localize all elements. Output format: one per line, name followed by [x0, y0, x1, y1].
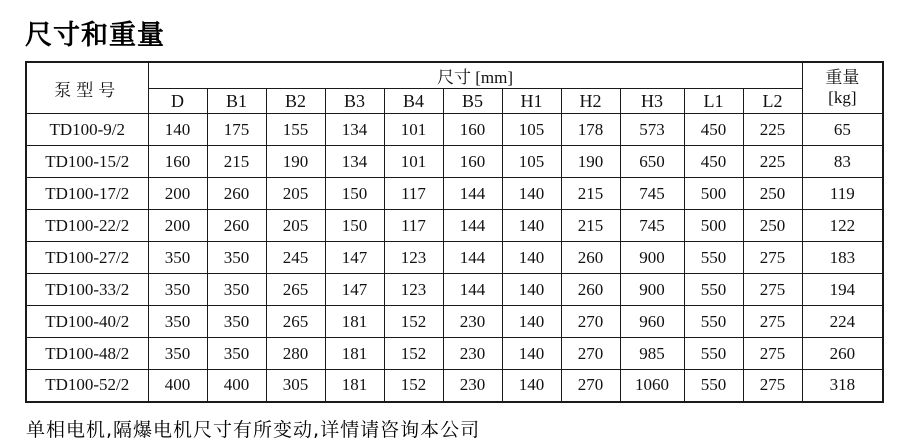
dimension-cell: 140: [502, 210, 561, 242]
dimension-cell: 147: [325, 242, 384, 274]
dimension-cell: 147: [325, 274, 384, 306]
weight-cell: 119: [802, 178, 883, 210]
column-header-b4: B4: [384, 89, 443, 114]
pump-model-cell: TD100-22/2: [26, 210, 148, 242]
dimension-cell: 123: [384, 274, 443, 306]
table-body: [26, 114, 883, 402]
weight-cell: 83: [802, 146, 883, 178]
weight-cell: 224: [802, 306, 883, 338]
dimension-cell: 350: [148, 242, 207, 274]
dimension-cell: 230: [443, 338, 502, 370]
dimension-cell: 205: [266, 210, 325, 242]
dimension-cell: 745: [620, 178, 684, 210]
dimension-cell: 152: [384, 306, 443, 338]
dimension-cell: 550: [684, 242, 743, 274]
dimension-cell: 550: [684, 306, 743, 338]
weight-cell: 318: [802, 370, 883, 402]
dimension-cell: 105: [502, 114, 561, 146]
dimension-cell: 450: [684, 114, 743, 146]
dimension-cell: 160: [443, 114, 502, 146]
dimension-cell: 215: [207, 146, 266, 178]
dimension-cell: 200: [148, 178, 207, 210]
weight-header: [802, 62, 883, 114]
dimension-cell: 144: [443, 210, 502, 242]
dimension-cell: 225: [743, 146, 802, 178]
weight-header-line1: 重量: [825, 68, 860, 88]
dimension-cell: 265: [266, 306, 325, 338]
dimension-cell: 140: [502, 242, 561, 274]
dimension-cell: 350: [207, 242, 266, 274]
dimension-cell: 123: [384, 242, 443, 274]
dimension-cell: 225: [743, 114, 802, 146]
dimension-cell: 400: [207, 370, 266, 402]
dimension-cell: 1060: [620, 370, 684, 402]
weight-cell: 122: [802, 210, 883, 242]
dimensions-weight-table: [25, 61, 884, 403]
dimension-cell: 150: [325, 178, 384, 210]
header-columns-row: [26, 89, 883, 114]
dimension-cell: 155: [266, 114, 325, 146]
dimension-cell: 985: [620, 338, 684, 370]
dimension-cell: 230: [443, 370, 502, 402]
dimension-cell: 350: [207, 274, 266, 306]
dimensions-group-header: 尺寸 [mm]: [148, 62, 802, 89]
dimension-cell: 550: [684, 370, 743, 402]
dimension-cell: 250: [743, 178, 802, 210]
dimension-cell: 200: [148, 210, 207, 242]
pump-model-cell: TD100-17/2: [26, 178, 148, 210]
dimension-cell: 500: [684, 178, 743, 210]
table-row: [26, 306, 883, 338]
dimension-cell: 105: [502, 146, 561, 178]
dimension-cell: 160: [148, 146, 207, 178]
column-header-b5: B5: [443, 89, 502, 114]
dimension-cell: 573: [620, 114, 684, 146]
dimension-cell: 181: [325, 370, 384, 402]
dimension-cell: 134: [325, 114, 384, 146]
table-header: [26, 62, 883, 114]
dimension-cell: 260: [207, 210, 266, 242]
dimension-cell: 117: [384, 178, 443, 210]
dimension-cell: 117: [384, 210, 443, 242]
dimension-cell: 305: [266, 370, 325, 402]
dimension-cell: 745: [620, 210, 684, 242]
pump-model-cell: TD100-9/2: [26, 114, 148, 146]
weight-cell: 65: [802, 114, 883, 146]
table-row: [26, 242, 883, 274]
dimension-cell: 140: [502, 274, 561, 306]
dimension-cell: 230: [443, 306, 502, 338]
dimension-cell: 900: [620, 242, 684, 274]
dimension-cell: 400: [148, 370, 207, 402]
column-header-h3: H3: [620, 89, 684, 114]
dimension-cell: 140: [502, 338, 561, 370]
pump-model-cell: TD100-40/2: [26, 306, 148, 338]
dimension-cell: 265: [266, 274, 325, 306]
weight-cell: 260: [802, 338, 883, 370]
weight-header-line2: [kg]: [828, 88, 857, 107]
dimension-cell: 181: [325, 306, 384, 338]
dimension-cell: 140: [502, 178, 561, 210]
column-header-d: D: [148, 89, 207, 114]
column-header-h2: H2: [561, 89, 620, 114]
dimension-cell: 152: [384, 338, 443, 370]
footnote: 单相电机,隔爆电机尺寸有所变动,详情请咨询本公司: [26, 418, 481, 441]
dimension-cell: 260: [561, 242, 620, 274]
dimension-cell: 178: [561, 114, 620, 146]
pump-model-cell: TD100-48/2: [26, 338, 148, 370]
table-row: [26, 338, 883, 370]
dimension-cell: 450: [684, 146, 743, 178]
dimension-cell: 175: [207, 114, 266, 146]
dimension-cell: 960: [620, 306, 684, 338]
weight-cell: 183: [802, 242, 883, 274]
dimension-cell: 260: [561, 274, 620, 306]
dimension-cell: 350: [148, 306, 207, 338]
dimension-cell: 270: [561, 338, 620, 370]
dimension-cell: 275: [743, 370, 802, 402]
pump-model-cell: TD100-52/2: [26, 370, 148, 402]
dimension-cell: 144: [443, 274, 502, 306]
dimension-cell: 275: [743, 274, 802, 306]
dimension-cell: 144: [443, 242, 502, 274]
dimension-cell: 275: [743, 242, 802, 274]
dimension-cell: 101: [384, 146, 443, 178]
column-header-b1: B1: [207, 89, 266, 114]
column-header-b3: B3: [325, 89, 384, 114]
table-row: [26, 370, 883, 402]
dimension-cell: 101: [384, 114, 443, 146]
dimension-cell: 275: [743, 338, 802, 370]
dimension-cell: 350: [148, 338, 207, 370]
dimension-cell: 160: [443, 146, 502, 178]
dimension-cell: 181: [325, 338, 384, 370]
dimension-cell: 260: [207, 178, 266, 210]
pump-model-cell: TD100-15/2: [26, 146, 148, 178]
dimension-cell: 190: [266, 146, 325, 178]
column-header-l2: L2: [743, 89, 802, 114]
dimension-cell: 350: [207, 306, 266, 338]
dimension-cell: 350: [207, 338, 266, 370]
dimension-cell: 270: [561, 370, 620, 402]
dimension-cell: 150: [325, 210, 384, 242]
dimension-cell: 500: [684, 210, 743, 242]
dimension-cell: 900: [620, 274, 684, 306]
dimension-cell: 144: [443, 178, 502, 210]
table-row: [26, 114, 883, 146]
dimension-cell: 215: [561, 178, 620, 210]
dimension-cell: 140: [502, 306, 561, 338]
column-header-h1: H1: [502, 89, 561, 114]
header-group-row: [26, 62, 883, 89]
dimension-cell: 280: [266, 338, 325, 370]
pump-model-cell: TD100-27/2: [26, 242, 148, 274]
dimension-cell: 140: [502, 370, 561, 402]
weight-cell: 194: [802, 274, 883, 306]
table-row: [26, 274, 883, 306]
pump-model-header: 泵型号: [26, 62, 148, 114]
dimension-cell: 215: [561, 210, 620, 242]
dimension-cell: 140: [148, 114, 207, 146]
table-row: [26, 178, 883, 210]
dimension-cell: 134: [325, 146, 384, 178]
dimension-cell: 245: [266, 242, 325, 274]
dimension-cell: 205: [266, 178, 325, 210]
dimension-cell: 275: [743, 306, 802, 338]
dimension-cell: 152: [384, 370, 443, 402]
dimension-cell: 250: [743, 210, 802, 242]
column-header-l1: L1: [684, 89, 743, 114]
dimension-cell: 350: [148, 274, 207, 306]
dimension-cell: 270: [561, 306, 620, 338]
dimension-cell: 650: [620, 146, 684, 178]
page-title: 尺寸和重量: [25, 20, 165, 51]
table-row: [26, 146, 883, 178]
pump-model-cell: TD100-33/2: [26, 274, 148, 306]
table-row: [26, 210, 883, 242]
dimension-cell: 550: [684, 274, 743, 306]
dimension-cell: 190: [561, 146, 620, 178]
column-header-b2: B2: [266, 89, 325, 114]
dimension-cell: 550: [684, 338, 743, 370]
